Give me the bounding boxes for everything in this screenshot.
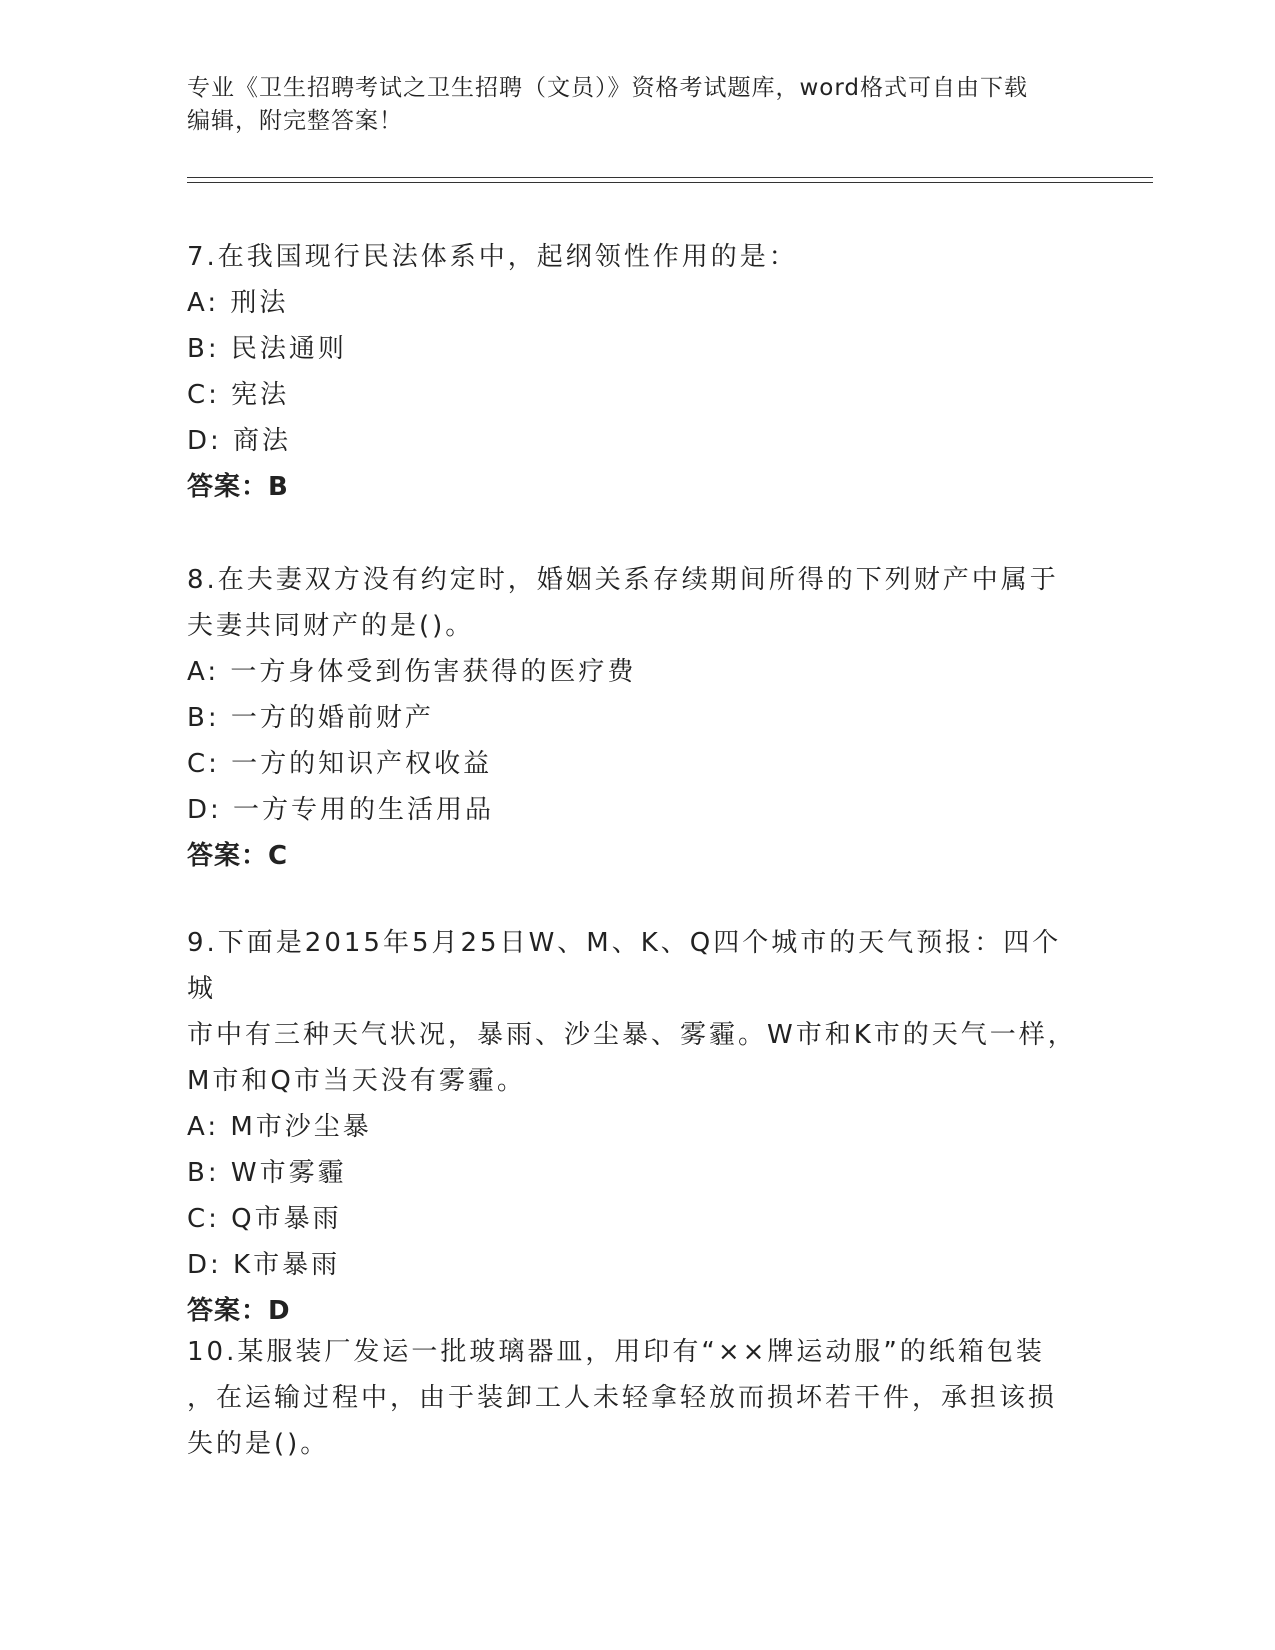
header-line-2: 编辑，附完整答案！ [187, 108, 403, 134]
question-stem-line-2: 夫妻共同财产的是()。 [187, 611, 475, 641]
option-b: B: W市雾霾 [187, 1158, 347, 1188]
option-b: B: 民法通则 [187, 334, 347, 364]
question-10 [187, 1329, 1087, 1467]
option-a: A: 一方身体受到伤害获得的医疗费 [187, 657, 637, 687]
question-9 [187, 920, 1087, 1334]
question-stem-line-2: ，在运输过程中，由于装卸工人未轻拿轻放而损坏若干件，承担该损 [187, 1383, 1058, 1413]
option-c: C: 宪法 [187, 380, 290, 410]
question-stem-line-2: 市中有三种天气状况，暴雨、沙尘暴、雾霾。W市和K市的天气一样， [187, 1020, 1077, 1050]
answer: 答案：B [187, 472, 289, 502]
question-8 [187, 557, 1087, 879]
question-stem-line-1: 9.下面是2015年5月25日W、M、K、Q四个城市的天气预报：四个城 [187, 928, 1062, 1004]
question-stem-line-3: 失的是()。 [187, 1429, 330, 1459]
option-a: A: 刑法 [187, 288, 289, 318]
answer: 答案：C [187, 841, 289, 871]
option-d: D: K市暴雨 [187, 1250, 341, 1280]
option-b: B: 一方的婚前财产 [187, 703, 434, 733]
option-d: D: 一方专用的生活用品 [187, 795, 495, 825]
header-line-1: 专业《卫生招聘考试之卫生招聘（文员）》资格考试题库，word格式可自由下载 [187, 75, 1029, 101]
question-stem-line-1: 10.某服装厂发运一批玻璃器皿，用印有“××牌运动服”的纸箱包装 [187, 1337, 1045, 1367]
option-a: A: M市沙尘暴 [187, 1112, 372, 1142]
document-header [187, 72, 1087, 138]
option-c: C: 一方的知识产权收益 [187, 749, 493, 779]
header-divider [187, 177, 1153, 183]
question-stem-line-1: 8.在夫妻双方没有约定时，婚姻关系存续期间所得的下列财产中属于 [187, 565, 1059, 595]
question-7 [187, 234, 1087, 510]
option-d: D: 商法 [187, 426, 292, 456]
question-stem-line-3: M市和Q市当天没有雾霾。 [187, 1066, 526, 1096]
option-c: C: Q市暴雨 [187, 1204, 342, 1234]
answer: 答案：D [187, 1296, 291, 1326]
question-stem: 7.在我国现行民法体系中，起纲领性作用的是： [187, 242, 798, 272]
